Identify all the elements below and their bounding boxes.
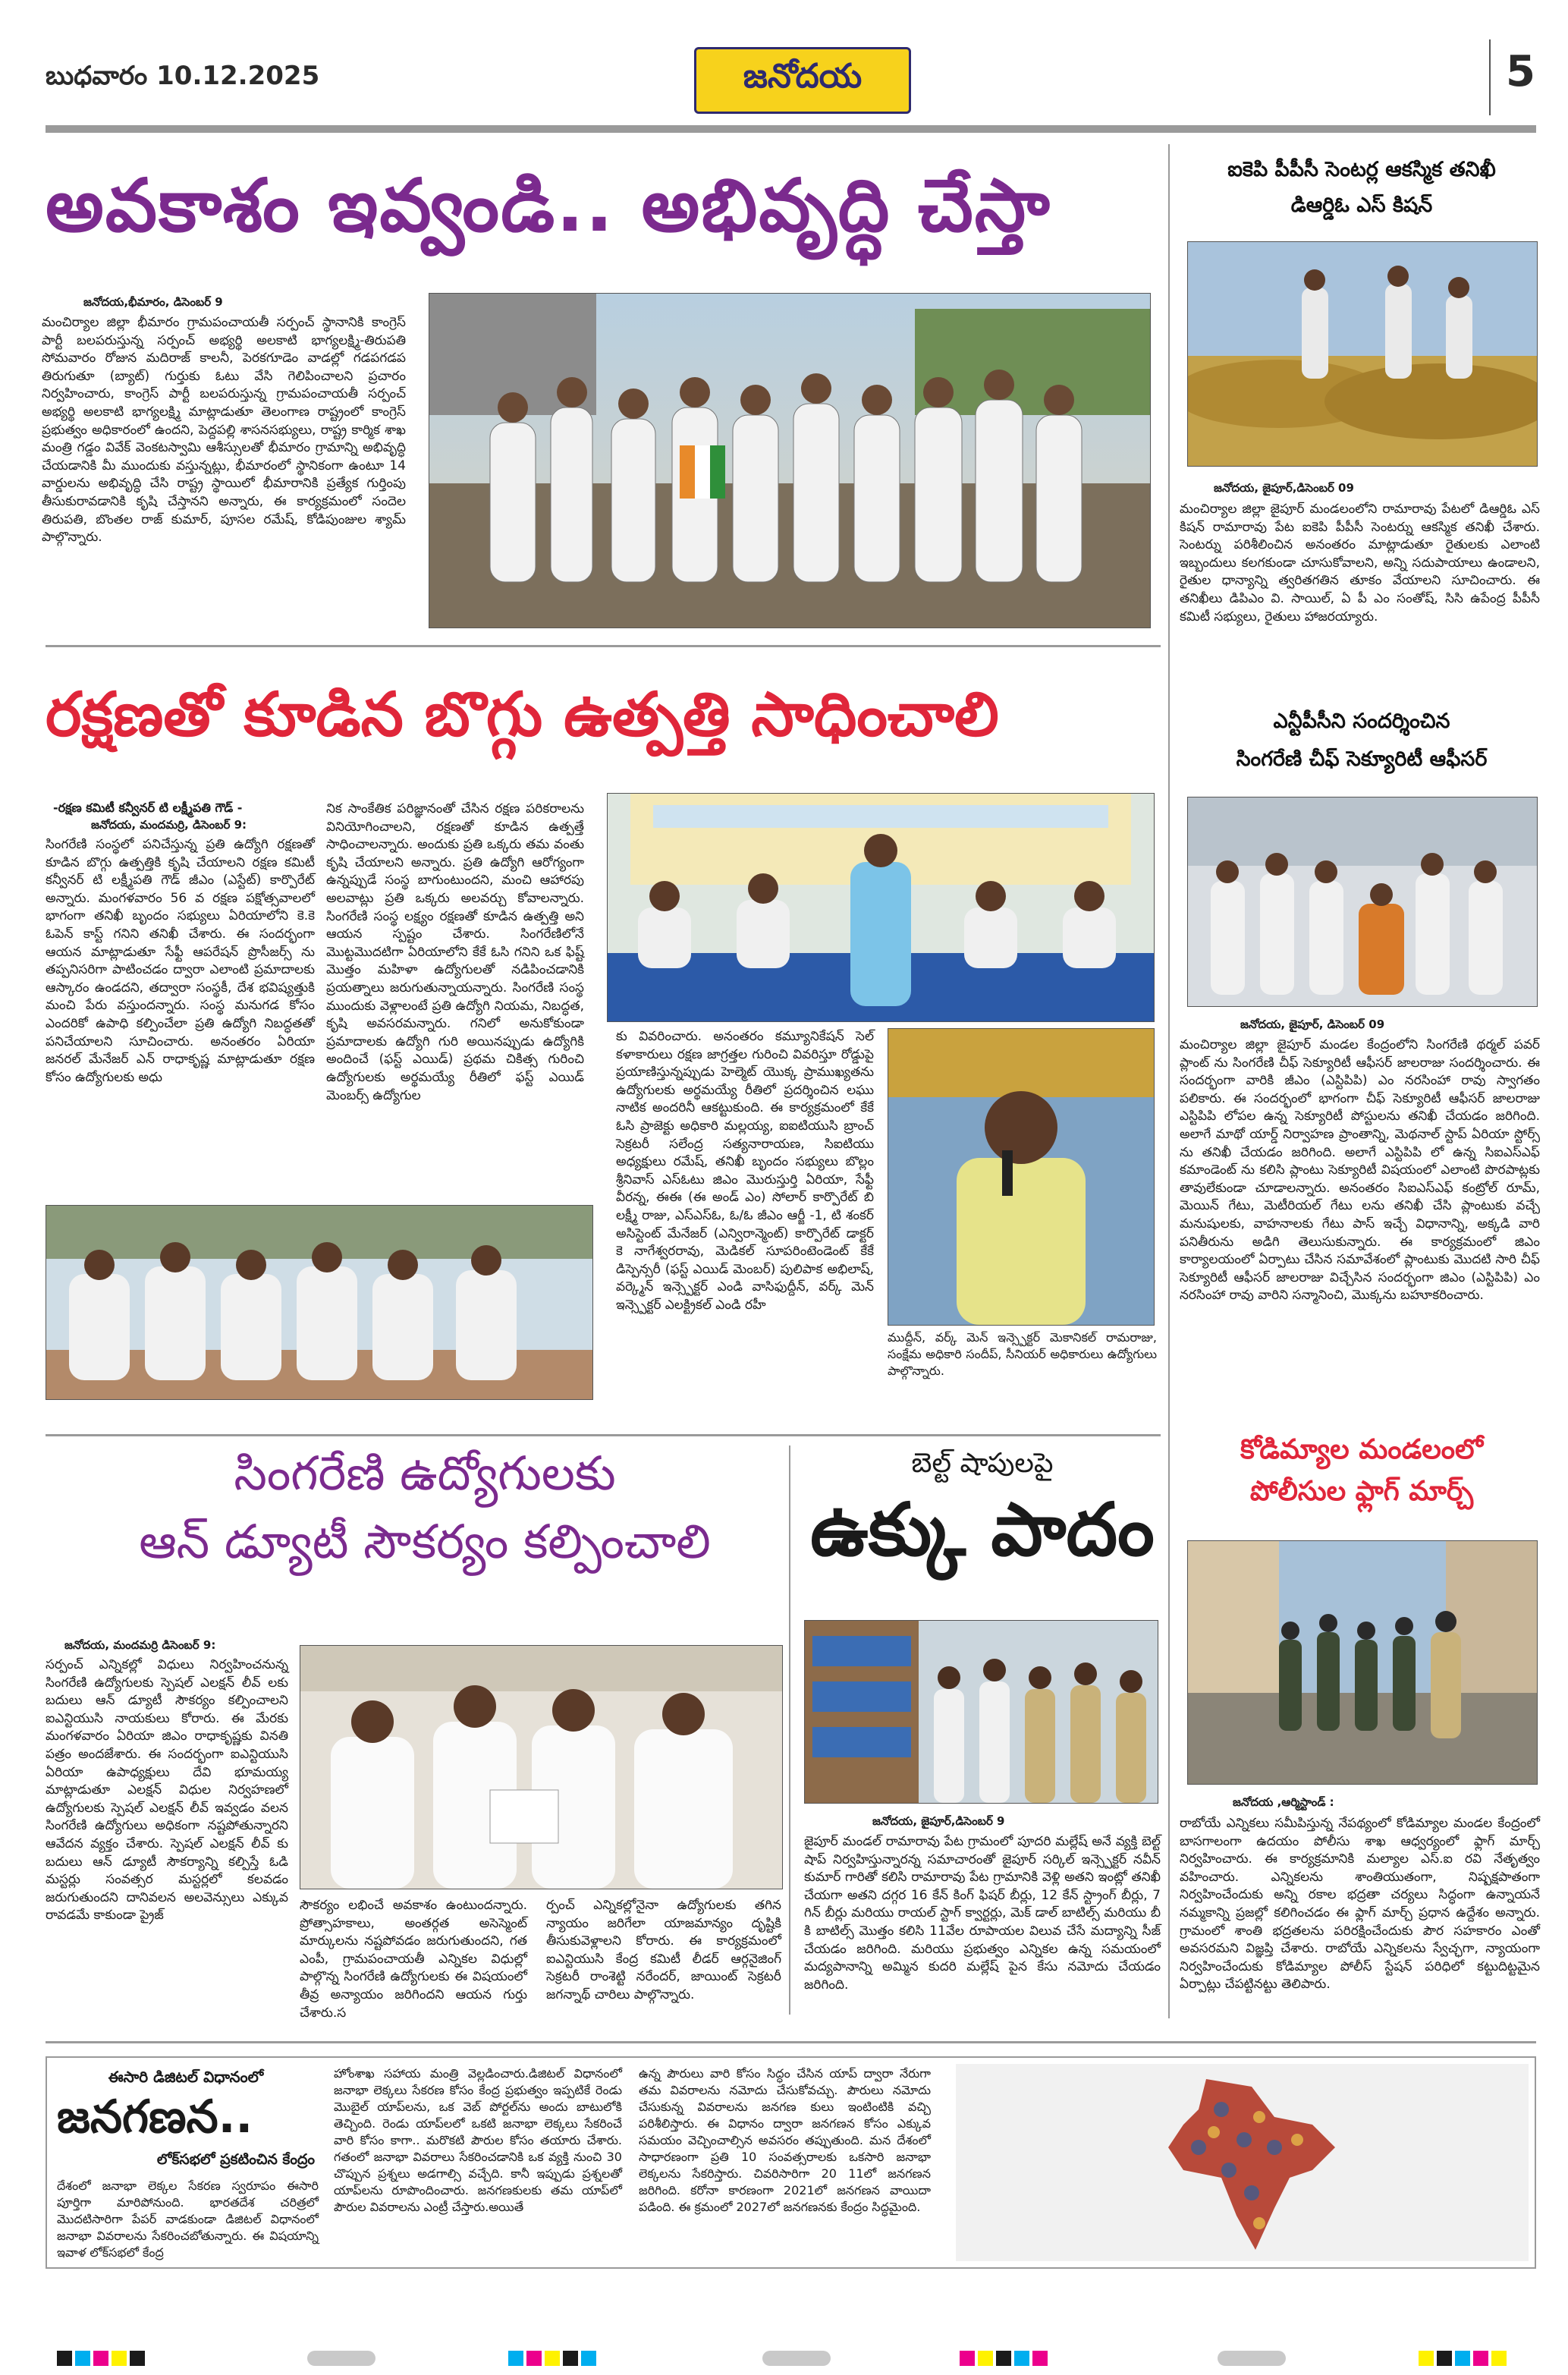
flagmarch-dateline: జనోదయ ,ఆర్మిస్టాండ్ : [1233,1795,1334,1809]
onduty-col1: సర్పంచ్ ఎన్నికల్లో విధులు నిర్వహించనున్న సింగరేణి ఉద్యోగులకు స్పెషల్ ఎలక్షన్ లీవ్ లకు బదులు ఆన్ డ్యూటీ సౌకర్యం కల్పించాలని ఐఎన్టియుసి నాయకులు కోరారు. ఈ మేరకు మంగళవారం ఏరియా జిఎం రాధాకృష్ణకు వినతి పత్రం అందజేశారు. ఈ సందర్భంగా ఐఎన్టియుసి ఏరియా ఉపాధ్యక్షులు దేవి భూమయ్య మాట్లాడుతూ ఎలక్షన్ విధుల నిర్వహణలో ఉద్యోగులకు స్పెషల్ ఎలక్షన్ లీవ్ ఇవ్వడం వలన సింగరేణి ఉద్యోగులు అధికంగా నష్టపోతున్నారని ఆవేదన వ్యక్తం చేశారు. స్పెషల్ ఎలక్షన్ లీవ్ కు బదులు ఆన్ డ్యూటీ సౌకర్యాన్ని కల్పిస్తే ఓడి మస్టర్లు సంవత్సర మస్టర్లలో కలవడం జరుగుతుందని దానివలన అలవెన్సులు ఎక్కువ రావడమే కాకుండా ప్రైజ్ [46,1657,288,1924]
flagmarch-body: రాబోయే ఎన్నికలు సమీపిస్తున్న నేపథ్యంలో కోడిమ్యాల మండల కేంద్రంలో బాసగాలంగా ఉదయం పోలీసు శాఖ ఆధ్వర్యంలో ఫ్లాగ్ మార్చ్ నిర్వహించారు. ఈ కార్యక్రమానికి మల్యాల ఎస్.ఐ రవి నేతృత్వం వహించారు. ఎన్నికలను శాంతియుతంగా, నిష్పక్షపాతంగా నిర్వహించేందుకు అన్ని రకాల భద్రతా చర్యలు సిద్ధంగా ఉన్నాయనే నమ్మకాన్ని ప్రజల్లో కలిగించడం ఈ ఫ్లాగ్ మార్చ్ ప్రధాన ఉద్దేశం అన్నారు. గ్రామంలో శాంతి భద్రతలను పరిరక్షించేందుకు పౌర సహకారం ఎంతో అవసరమని విజ్ఞప్తి చేశారు. రాబోయే ఎన్నికలను స్వేచ్ఛగా, న్యాయంగా నిర్వహించేందుకు కోడిమ్యాల పోలీస్ స్టేషన్ పరిధిలో కట్టుదిట్టమైన ఏర్పాట్లు చేపట్టినట్టు తెలిపారు. [1180,1816,1540,1993]
drdo-dateline: జనోదయ, జైపూర్,డిసెంబర్ 09 [1214,481,1354,495]
census-headline: జనగణన.. [57,2090,253,2144]
drdo-head-line2: డిఆర్డిఓ ఎస్ కిషన్ [1290,193,1433,217]
ppc-center-photo [1187,241,1538,467]
safety-col1: సింగరేణి సంస్థలో పనిచేస్తున్న ప్రతి ఉద్యోగి రక్షణతో కూడిన బొగ్గు ఉత్పత్తికి కృషి చేయాలని రక్షణ కమిటీ కన్వీనర్ టి లక్ష్మీపతి గౌడ్ జీఎం (ఎస్టేట్) కార్పొరేట్ అన్నారు. మంగళవారం 56 వ రక్షణ పక్షోత్సవాలలో భాగంగా తనిఖీ బృందం సభ్యులు ఏరియాలోని కె.కె ఓపెన్ కాస్ట్ గనిని తనిఖీ చేశారు. ఈ సందర్భంగా ఆయన మాట్లాడుతూ సేఫ్టీ ఆపరేషన్ ప్రొసీజర్స్ ను తప్పనిసరిగా పాటించడం ద్వారా ఎలాంటి ప్రమాదాలకు ఆస్కారం ఉండదని, తద్వారా సంస్థకీ, దేశ భవిష్యత్తుకి మంచి పేరు వస్తుందన్నారు. సంస్థ మనుగడ కోసం ఎందరికో ఉపాధి కల్పించేలా ప్రతి ఉద్యోగి నిబద్ధతతో పనిచేయాలని సూచించారు. అనంతరం ఏరియా జనరల్ మేనేజర్ ఎన్ రాధాకృష్ణ మాట్లాడుతూ రక్షణ కోసం ఉద్యోగులకు అధు [46,837,315,1085]
safety-pledge-photo [46,1205,593,1400]
ntpc-head-line1: ఎన్టీపీసీని సందర్శించిన [1273,709,1450,733]
census-col2: హోంశాఖ సహాయ మంత్రి వెల్లడించారు.డిజిటల్ విధానంలో జనాభా లెక్కలు సేకరణ కోసం కేంద్ర ప్రభుత్వం ఇప్పటికే రెండు మొబైల్ యాప్‌లను, ఒక వెబ్ పోర్టల్‌ను అందు బాటులోకి తెచ్చింది. రెండు యాప్‌లలో ఒకటి జనాభా లెక్కలు సేకరించే వారి కోసం కాగా.. మరొకటి పౌరుల కోసం తయారు చేశారు. గతంలో జనాభా వివరాలు సేకరించడానికి ఒక వ్యక్తి నుంచి 30 చొప్పున ప్రశ్నలు అడగాల్సి వచ్చేది. కానీ ఇప్పుడు ప్రశ్నలతో యాప్‌లను రూపొందించారు. జనగణకులకు తమ యాప్‌లో పౌరుల వివరాలను ఎంట్రీ చేస్తారు.అయితే [334,2066,622,2214]
safety-dateline: జనోదయ, మందమర్రి, డిసెంబర్ 9: [91,818,247,832]
safety-headline: రక్షణతో కూడిన బొగ్గు ఉత్పత్తి సాధించాలి [46,679,999,750]
flagmarch-photo [1187,1540,1538,1785]
onduty-dateline: జనోదయ, మందమర్రి డిసెంబర్ 9: [64,1638,216,1652]
census-kicker: ఈసారి డిజిటల్ విధానంలో [108,2068,264,2086]
drdo-head-line1: ఐకెపి పీపీసీ సెంటర్ల ఆకస్మిక తనిఖీ [1227,158,1496,181]
census-subhead: లోక్‌సభలో ప్రకటించిన కేంద్రం [156,2151,315,2168]
census-col1: దేశంలో జనాభా లెక్కల సేకరణ స్వరూపం ఈసారి పూర్తిగా మారిపోనుంది. భారతదేశ చరిత్రలో మొదటిసారిగా పేపర్ వాడకుండా డిజిటల్ విధానంలో జనాభా వివరాలను సేకరించబోతున్నారు. ఈ విషయాన్ని ఇవాళ లోక్‌సభలో కేంద్ర [57,2178,319,2260]
ntpc-head-line2: సింగరేణి చీఫ్ సెక్యూరిటీ ఆఫీసర్ [1236,747,1488,771]
masthead-logo: జనోదయ [694,47,911,114]
section-rule-2 [46,1434,1161,1436]
census-india-map-illustration [956,2064,1529,2261]
ntpc-body: మంచిర్యాల జిల్లా జైపూర్ మండల కేంద్రంలోని సింగరేణి థర్మల్ పవర్ ప్లాంట్ ను సింగరేణి చీఫ్ సెక్యూరిటీ ఆఫీసర్ జాలరాజు సందర్శించారు. ఈ సందర్భంగా వారికి జీఎం (ఎస్టిపిపి) ఎం నరసింహా రావు స్వాగతం పలికారు. ఈ సందర్భంలో భాగంగా చీఫ్ సెక్యూరిటీ ఆఫీసర్ జాలరాజు ఎస్టిపిపి లోపల ఉన్న సెక్యూరిటీ పోస్టులను తనిఖీ చేయడం జరిగింది. అలాగే మాథో యార్డ్ నిర్వాహణ ప్రాంతాన్ని, మెథనాల్ స్టాప్ ఏరియా స్టోర్స్ ను తనిఖీ చేయడం జరిగింది. అలాగే ఎస్టిపిపి లో ఉన్న సిఐఎస్ఎఫ్ కమాండెంట్ ను కలిసి ప్లాంటు సెక్యూరిటీ విషయంలో ఎలాంటి పొరపాట్లకు తావులేకుండా చూడాలన్నారు. అనంతరం సిఐఎస్ఎఫ్ కంట్రోల్ రూమ్, మెయిన్ గేటు, మెటీరియల్ గేటు లను తనిఖీ చేసి ప్లాంటుకు వచ్చే మనుషులకు, వాహనాలకు గేటు పాస్ ఇచ్చే విధానాన్ని, అక్కడి వారి పనితీరును అడిగి తెలుసుకున్నారు. ఈ కార్యక్రమంలో జిఎం కార్యాలయంలో ఏర్పాటు చేసిన సమావేశంలో ప్లాంటుకు మొదటి సారి చీఫ్ సెక్యూరిటీ ఆఫీసర్ జాలరాజు విచ్చేసిన సందర్భంగా జిఎం (ఎస్టిపిపి) ఎం నరసింహా రావు వారిని సన్మానించి, మొక్కను బహూకరించారు. [1180,1037,1540,1304]
lead-body: మంచిర్యాల జిల్లా భీమారం గ్రామపంచాయతీ సర్పంచ్ స్థానానికి కాంగ్రెస్ పార్టీ బలపరుస్తున్న సర్పంచ్ అభ్యర్థి అలకాటి భాగ్యలక్ష్మి-తిరుపతి సోమవారం రోజున మదిరాజ్ కాలనీ, పెరకగూడెం వాడల్లో గడపగడప తిరుగుతూ (బ్యాట్) గుర్తుకు ఓటు వేసి గెలిపించాలని ప్రచారం నిర్వహించారు, కాంగ్రెస్ పార్టీ బలపరుస్తున్న గ్రామపంచాయతీ సర్పంచ్ అభ్యర్థి అలకాటి భాగ్యలక్ష్మి మాట్లాడుతూ తెలంగాణ రాష్ట్రంలో కాంగ్రెస్ ప్రభుత్వం అధికారంలో ఉందని, పెద్దపల్లి శాసనసభ్యులు, రాష్ట్ర కార్మిక శాఖ మంత్రి గడ్డం వివేక్ వెంకటస్వామి ఆశీస్సులతో భీమారం గ్రామాన్ని అభివృద్ధి చేయడానికి మీ ముందుకు వస్తున్నట్లు, భీమారంలో స్థానికంగా ఉంటూ 14 వార్డులను అభివృద్ధి చేసి రాష్ట్ర స్థాయిలో భీమారానికి ప్రత్యేక గుర్తింపు తీసుకురావడానికి కృషి చేస్తానని అన్నారు, ఈ కార్యక్రమంలో సందెల తిరుపతి, బొంతల రాజ్ కుమార్, పూసల రమేష్, కోడిపుంజుల శ్యామ్ పాల్గొన్నారు. [42,315,406,546]
ntpc-dateline: జనోదయ, జైపూర్, డిసెంబర్ 09 [1240,1018,1385,1031]
belt-body: జైపూర్ మండల్ రామారావు పేట గ్రామంలో పూదరి మల్లేష్ అనే వ్యక్తి బెల్ట్ షాప్ నిర్వహిస్తున్నారన్న సమాచారంతో జైపూర్ సర్కిల్ ఇన్స్పెక్టర్ నవీన్ కుమార్ గారితో కలిసి రామారావు పేట గ్రామానికి వెళ్లి అతని ఇంట్లో తనిఖీ చేయగా అతని దగ్గర 16 కేన్ కింగ్ ఫిషర్ బీర్లు, 12 కేన్ స్ట్రాంగ్ బీర్లు, 7 గిన్ బీర్లు మరియు రాయల్ స్టాగ్ క్వార్టర్లు, మెక్ డాల్ బాటిల్స్ మరియు బీ కి బాటిల్స్ మొత్తం కలిసి 11వేల రూపాయల విలువ చేసే మద్యాన్ని సీజ్ చేయడం జరిగింది. మరియు ప్రభుత్వం ఎన్నికల ఉన్న సమయంలో మద్యపానాన్ని అమ్మిన కుదరి మల్లేష్ పైన కేసు నమోదు చేయడం జరిగింది. [804,1834,1161,1993]
safety-col2: నిక సాంకేతిక పరిజ్ఞానంతో చేసిన రక్షణ పరికరాలను వినియోగించాలని, రక్షణతో కూడిన ఉత్పత్తే సాధించాలన్నారు. అందుకు ప్రతి ఒక్కరు తమ వంతు కృషి చేయాలని అన్నారు. ప్రతి ఉద్యోగి ఆరోగ్యంగా ఉన్నప్పుడే సంస్థ బాగుంటుందని, మంచి ఆహారపు అలవాట్లు ప్రతి ఒక్కరు అలవర్చు కోవాలన్నారు. సింగరేణి సంస్థ లక్ష్యం రక్షణతో కూడిన ఉత్పత్తి అని ఆయన స్పష్టం చేశారు. సింగరేణిలోనే మొట్టమొదటిగా ఏరియాలోని కేకే ఓసి గనిని ఒక ఫిష్ట్ మొత్తం మహిళా ఉద్యోగులతో నడిపించడానికి ప్రయత్నాలు జరుగుతున్నాయన్నారు. సింగరేణి సంస్థ ముందుకు వెళ్లాలంటే ప్రతి ఉద్యోగి నియమ, నిబద్ధత, కృషి అవసరమన్నారు. గనిలో అనుకోకుండా ప్రమాదాలకు ఉద్యోగి గురి అయినప్పుడు ఉద్యోగికి అందించే (ఫస్ట్ ఎయిడ్) ప్రథమ చికిత్స గురించి ఉద్యోగులకు అర్థమయ్యే రీతిలో ఫస్ట్ ఎయిడ్ మెంబర్స్ ఉద్యోగుల [326,801,584,1103]
print-color-bar-2 [508,2351,599,2369]
header-rule [46,125,1536,133]
safety-col3: కు వివరించారు. అనంతరం కమ్యూనికేషన్ సెల్ కళాకారులు రక్షణ జాగ్రత్తల గురించి వివరిస్తూ రోడ్డుపై ప్రయాణిస్తున్నప్పుడు హెల్మెట్ యొక్క ప్రాముఖ్యతను ఉద్యోగులకు అర్థమయ్యే రీతిలో ప్రదర్శించిన లఘు నాటిక అందరినీ ఆకట్టుకుంది. ఈ కార్యక్రమంలో కేకే ఓసి ప్రాజెక్టు అధికారి మల్లయ్య, ఐఐటియుసి బ్రాంచ్ సెక్రటరీ సలేంద్ర సత్యనారాయణ, సిఐటియు అధ్యక్షులు రమేష్, తనిఖీ బృందం సభ్యులు బొల్లం శ్రీనివాస్ ఎస్ఓటు జిఎం మొరుస్తుర్తి ఏరియా, సేఫ్టీ వీరన్న, ఈఈ (ఈ అండ్ ఎం) సోలార్ కార్పొరేట్ బి లక్ష్మీ రాజు, ఎస్ఎస్ఓ, ఓ/ఓ జీఎం ఆర్జీ -1, టి శంకర్ అసిస్టెంట్ మేనేజర్ (ఎన్విరాన్మెంట్) కార్పొరేట్ డాక్టర్ కె నాగేశ్వరరావు, మెడికల్ సూపరింటెండెంట్ కేకే డిస్పెన్సరీ (ఫస్ట్ ఎయిడ్ మెంబర్) పులిపాక అభిలాష్, వర్క్మెన్ ఇన్స్పెక్టర్ ఎండి వాసిఫుద్దీన్, వర్క్ మెన్ ఇన్స్పెక్టర్ ఎలక్ట్రికల్ ఎండి రహీ [616,1029,874,1313]
belt-dateline: జనోదయ, జైపూర్,డిసెంబర్ 9 [872,1814,1005,1828]
lead-headline: అవకాశం ఇవ్వండి.. అభివృద్ధి చేస్తా [46,163,1051,248]
onduty-memorandum-photo [300,1645,783,1889]
safety-subhead: -రక్షణ కమిటీ కన్వీనర్ టి లక్ష్మీపతి గౌడ్ - [53,801,243,815]
print-register-mark-3 [1218,2351,1286,2366]
flagmarch-head-line2: పోలీసుల ఫ్లాగ్ మార్చ్ [1249,1476,1474,1507]
safety-col4: ముద్దీన్, వర్క్ మెన్ ఇన్స్పెక్టర్ మెకానికల్ రామరాజు, సంక్షేమ అధికారి సందీప్, సీనియర్ అధికారులు ఉద్యోగులు పాల్గొన్నారు. [888,1330,1157,1378]
belt-kicker: బెల్ట్ షాపులపై [911,1448,1054,1479]
section-rule-1 [46,645,1161,647]
onduty-col3: ర్పంచ్ ఎన్నికల్లోనైనా ఉద్యోగులకు తగిన న్యాయం జరిగేలా యాజమాన్యం దృష్టికి తీసుకువెళ్లాలని కోరారు. ఈ కార్యక్రమంలో ఐఎన్టియుసి కేంద్ర కమిటీ లీడర్ ఆర్గనైజింగ్ సెక్రటరీ రాంశెట్టి నరేందర్, జాయింట్ సెక్రటరీ జగన్నాథ్ చారిలు పాల్గొన్నారు. [546,1898,781,2002]
onduty-head-line2: ఆన్ డ్యూటీ సౌకర్యం కల్పించాలి [139,1514,711,1569]
belt-seizure-photo [804,1620,1158,1804]
onduty-col2: సౌకర్యం లభించే అవకాశం ఉంటుందన్నారు. ప్రోత్సాహకాలు, అంతర్గత అసెస్మెంట్ మార్కులను నష్టపోవడం జరుగుతుందని, గత ఎంపీ, గ్రామపంచాయతీ ఎన్నికల విధుల్లో పాల్గొన్న సింగరేణి ఉద్యోగులకు ఈ విషయంలో తీవ్ర అన్యాయం జరిగిందని ఆయన గుర్తు చేశారు.స [300,1898,527,2021]
ntpc-visit-photo [1187,797,1538,1007]
census-col3: ఉన్న పౌరులు వారి కోసం సిద్ధం చేసిన యాప్ ద్వారా నేరుగా తమ వివరాలను నమోదు చేసుకోవచ్చు. పౌరులు నమోదు చేసుకున్న వివరాలను జనగణ కులు ఇంటింటికి వచ్చి పరిశీలిస్తారు. ఈ విధానం ద్వారా జనగణన కోసం ఎక్కువ సమయం వెచ్చించాల్సిన అవసరం తప్పుతుంది. మన దేశంలో సాధారణంగా ప్రతి 10 సంవత్సరాలకు ఒకసారి జనాభా లెక్కలను సేకరిస్తారు. చివరిసారిగా 20 11లో జనగణన జరిగింది. కరోనా కారణంగా 2021లో జనగణన వాయిదా పడింది. ఈ క్రమంలో 2027లో జనగణనకు కేంద్రం సిద్ధమైంది. [639,2066,931,2214]
page-number-divider [1489,39,1491,115]
print-register-mark-1 [307,2351,376,2366]
print-color-bar-3 [960,2351,1051,2369]
belt-divider [789,1445,790,2015]
flagmarch-head-line1: కోడిమ్యాల మండలంలో [1240,1434,1484,1465]
safety-speaker-photo [888,1028,1155,1326]
lead-dateline: జనోదయ,భీమారం, డిసెంబర్ 9 [83,295,223,309]
print-register-mark-2 [762,2351,831,2366]
belt-headline: ఉక్కు పాదం [810,1487,1155,1572]
safety-meeting-photo [607,793,1155,1022]
print-color-bar-1 [57,2351,148,2369]
lead-campaign-photo [429,293,1151,628]
onduty-head-line1: సింగరేణి ఉద్యోగులకు [234,1445,616,1501]
page-number: 5 [1506,47,1535,96]
drdo-body: మంచిర్యాల జిల్లా జైపూర్ మండలంలోని రామారావు పేటలో డిఆర్డిఓ ఎస్ కిషన్ రామారావు పేట ఐకెపి పీపీసీ సెంటర్ను ఆకస్మిక తనిఖీ చేశారు. సెంటర్ను పరిశీలించిన అనంతరం మాట్లాడుతూ రైతులకు ఎలాంటి ఇబ్బందులు కలగకుండా చూసుకోవాలని, అన్ని సదుపాయాలు ఉండాలని, రైతుల ధాన్యాన్ని త్వరితగతిన తూకం వేయాలని సూచించారు. ఈ తనిఖీలు డిపిఎం వి. సాయిల్, ఏ పీ ఎం సంతోష్, సిసి ఉపేంద్ర పీపీసీ కమిటీ సభ్యులు, రైతులు హాజరయ్యారు. [1180,502,1540,624]
section-rule-3 [46,2041,1536,2043]
print-color-bar-4 [1419,2351,1510,2369]
issue-date: బుధవారం 10.12.2025 [46,61,320,91]
right-column-divider [1168,144,1170,2018]
